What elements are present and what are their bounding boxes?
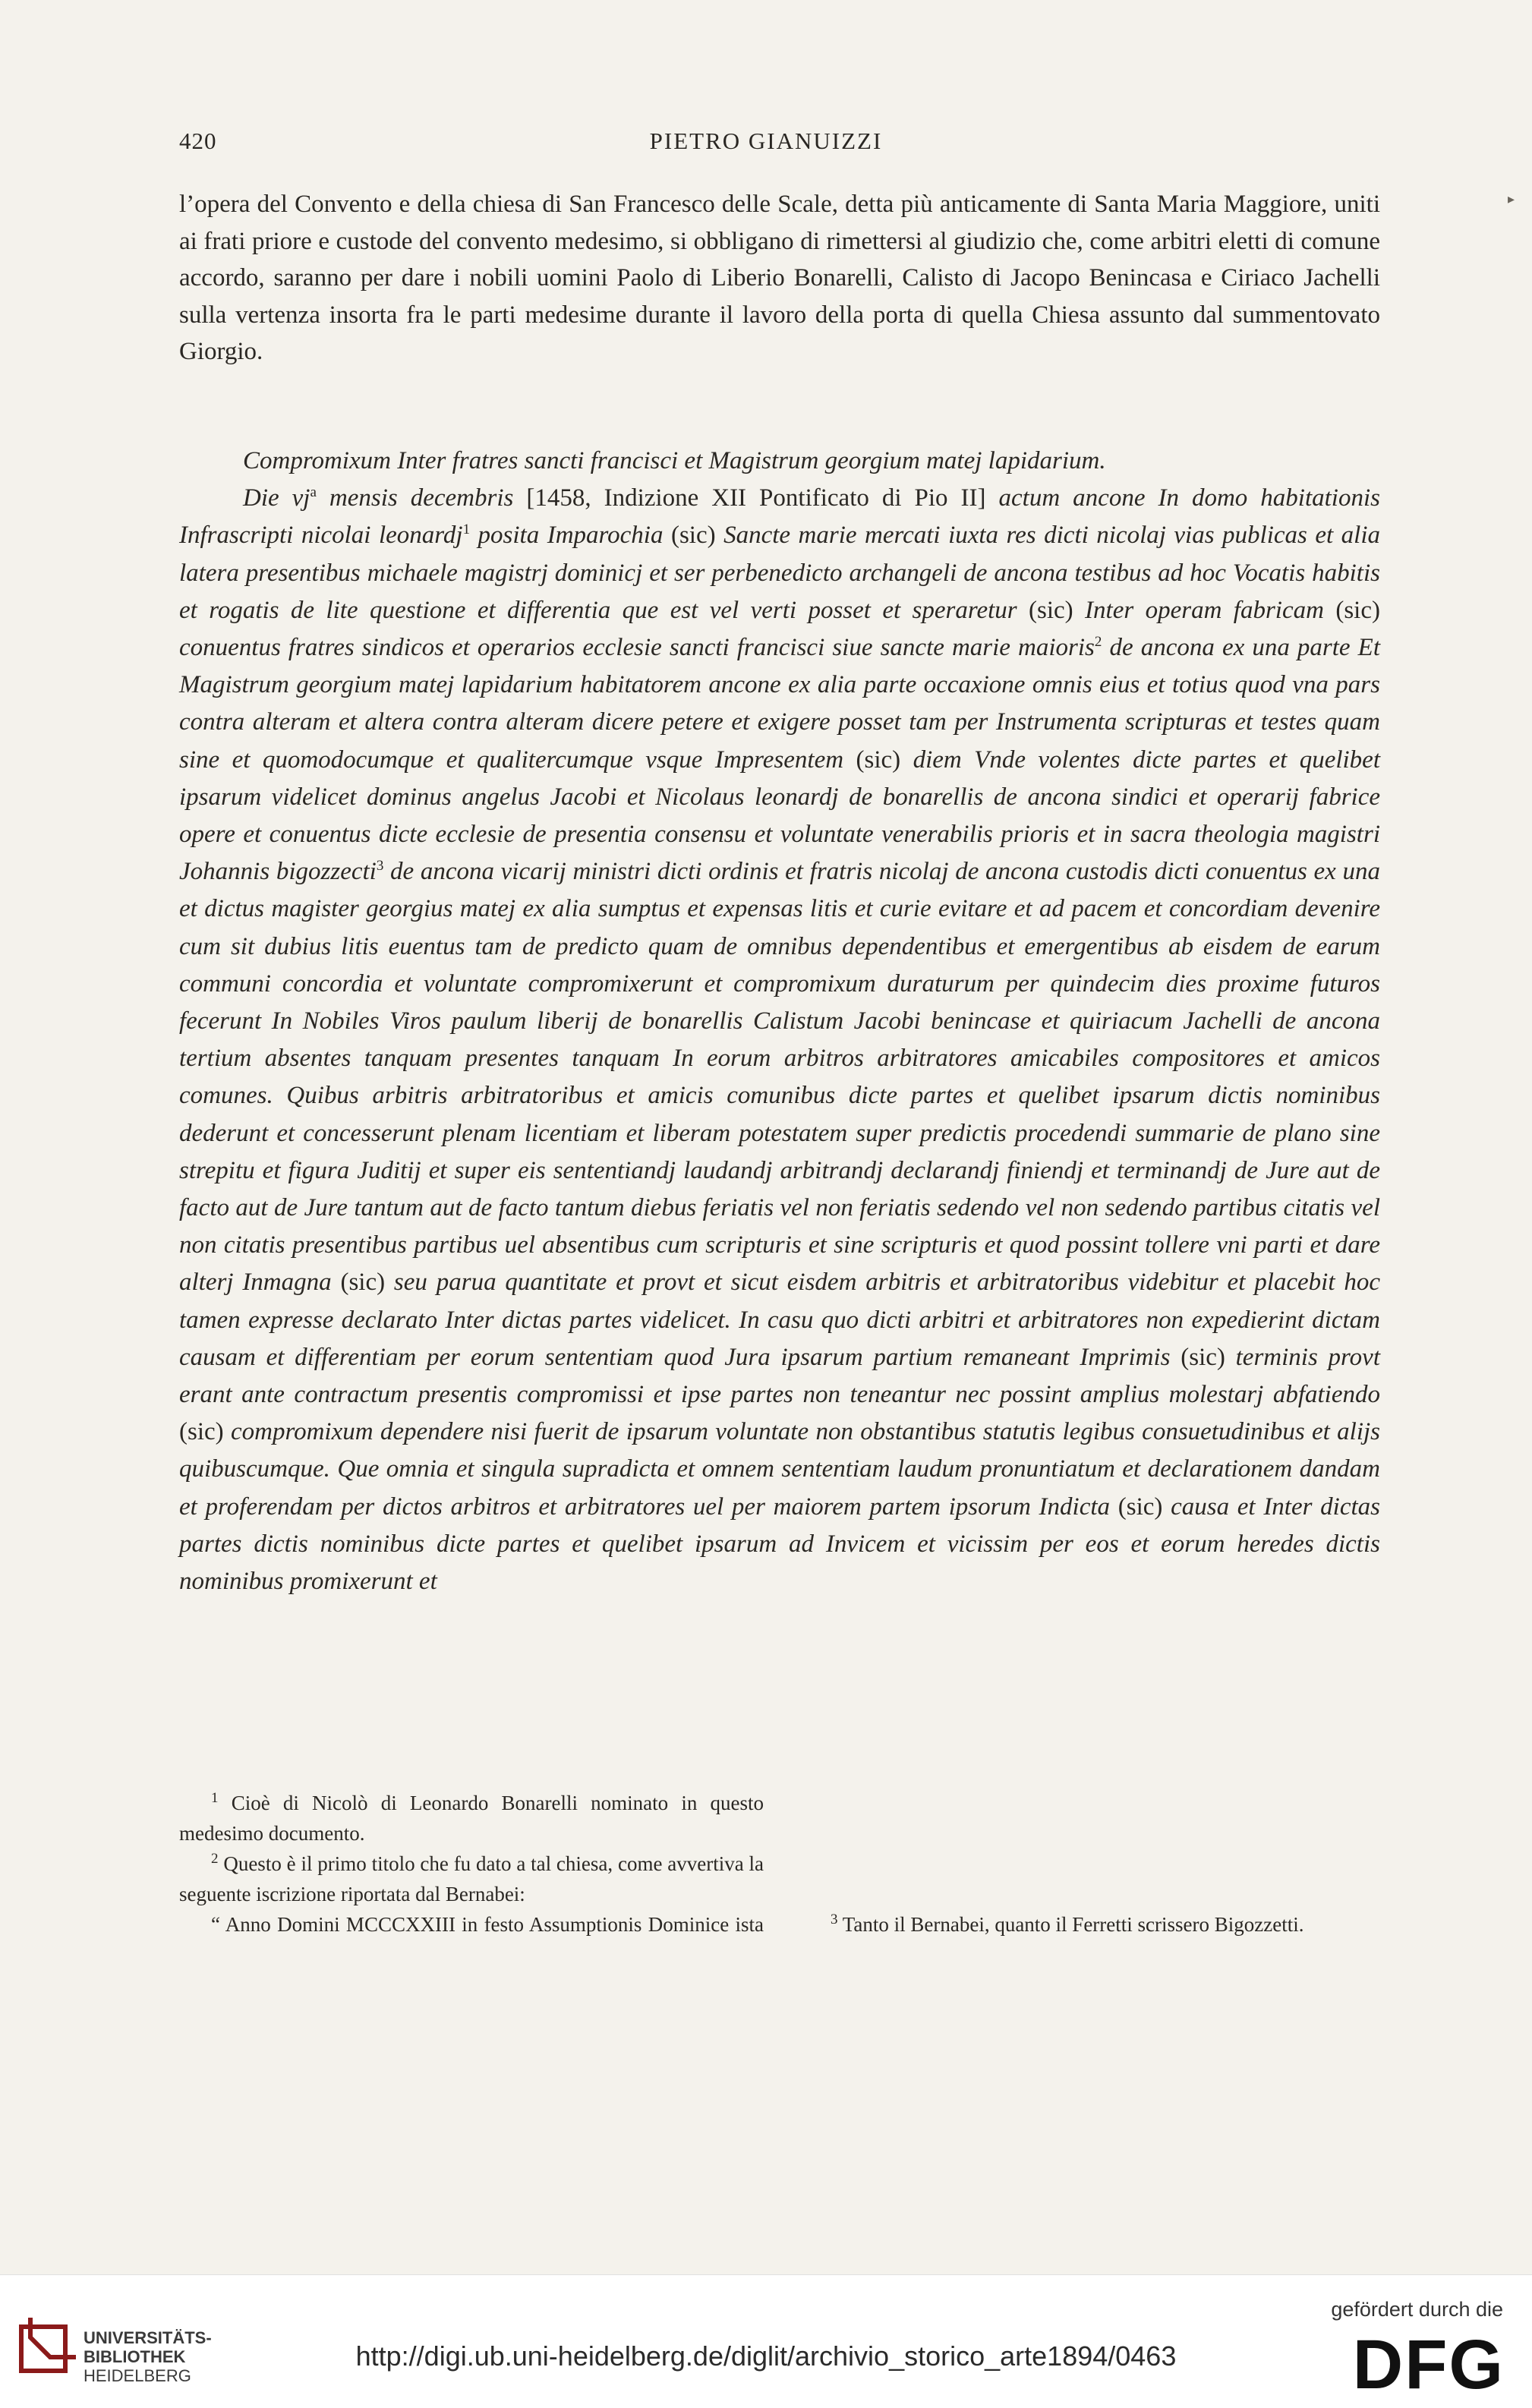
latin-document [179, 443, 1380, 1600]
source-url-link[interactable]: http://digi.ub.uni-heidelberg.de/diglit/archivio_storico_arte1894/0463 [355, 2340, 1177, 2372]
footnotes-left [179, 1788, 764, 1940]
footnote-ref-2[interactable]: 2 [1094, 634, 1102, 651]
document-title: Compromixum Inter fratres sancti francisci et Magistrum georgium matej lapidarium. [243, 447, 1106, 474]
margin-mark: ▸ [1508, 191, 1515, 206]
document-body: Die $vj^a$ mensis decembris [1458, Indizione XII Pontificato di Pio II] actum ancone In domo habitationis Infrascripti nicolai leonardj$^1$ posita Imparochia (sic) Sancte marie mercati iuxta res dicti nicolaj vias publicas et alia latera presentibus michaele magistrj dominicj et ser perbenedicto archangeli de ancona testibus ad hoc Vocatis habitis et rogatis de lite questione et differentia que est vel verti posset et speraretur (sic) Inter operam fabricam (sic) conuentus fratres sindicos et operarios ecclesie sancti francisci siue sancte marie maioris$^2$ de ancona ex una parte Et Magistrum georgium matej lapidarium habitatorem ancone ex alia parte occaxione omnis eius et totius quod vna pars contra alteram et altera contra alteram dicere petere et exigere posset tam per Instrumenta scripturas et testes quam sine et quomodocumque et qualitercumque vsque Impresentem (sic) diem Vnde volentes dicte partes et quelibet ipsarum videlicet dominus angelus Jacobi et Nicolaus leonardj de bonarellis de ancona sindici et operarij fabrice opere et conuentus dicte ecclesie de presentia consensu et voluntate venerabilis prioris et in sacra theologia magistri Johannis bigozzecti$^3$ de ancona vicarij ministri dicti ordinis et fratris nicolaj de ancona custodis dicti conuentus ex una et dictus magister georgius matej ex alia sumptus et expensas litis et curie evitare et ad pacem et concordiam devenire cum sit dubius litis euentus tam de predicto quam de omnibus dependentibus et emergentibus ab eisdem de earum communi concordia et voluntate compromixerunt et compromixum duraturum per quindecim dies proxime futuros fecerunt In Nobiles Viros paulum liberij de bonarellis Calistum Jacobi benincase et quiriacum Jachelli de ancona tertium absentes tanquam presentes tanquam In eorum arbitros arbitratores amicabiles compositores et amicos comunes. Quibus arbitris arbitratoribus et amicis comunibus dicte partes et quelibet ipsarum dictis nominibus dederunt et concesserunt plenam licentiam et liberam potestatem super predictis procedendi summarie de plano sine strepitu et figura Juditij et super eis sententiandj laudandj arbitrandj declarandj finiendj et terminandj de Jure aut de facto aut de Jure tantum aut de facto tantum diebus feriatis vel non feriatis sedendo vel non sedendo partibus citatis vel non citatis presentibus partibus uel absentibus cum scripturis et sine scripturis et quod possint tollere vni parti et dare alterj Inmagna (sic) seu parua quantitate et provt et sicut eisdem arbitris et arbitratoribus videbitur et placebit hoc tamen expresse declarato Inter dictas partes videlicet. In casu quo dicti arbitri et arbitratores non expedierint dictam causam et differentiam per eorum sententiam quod Jura ipsarum partium remaneant Imprimis (sic) terminis provt erant ante contractum presentis compromissi et ipse partes non teneantur nec possint amplius molestarj abfatiendo (sic) compromixum dependere nisi fuerit de ipsarum voluntate non obstantibus statutis legibus consuetudinibus et alijs quibuscumque. Que omnia et singula supradicta et omnem sententiam laudum pronuntiatum et declarationem dandam et proferendam per dictos arbitros et arbitratores uel per maiorem partem ipsorum Indicta (sic) causa et Inter dictas partes dictis nominibus dicte partes et quelibet ipsarum ad Invicem et vicissim per eos et eorum heredes dictis nominibus promixerunt et [179, 484, 1381, 1596]
footnote-1: $^1$ Cioè di Nicolò di Leonardo Bonarelli nominato in questo medesimo documento. [179, 1790, 764, 1845]
page-number: 420 [179, 128, 217, 154]
dfg-logo: DFG [1352, 2326, 1505, 2403]
page-header [0, 128, 1532, 173]
funded-by-label: gefördert durch die [1331, 2298, 1503, 2321]
intro-paragraph: l’opera del Convento e della chiesa di San Francesco delle Scale, detta più anticamente di Santa Maria Maggiore, uniti ai frati priore e custode del convento medesimo, si obbligano di rimettersi al giudizio che, come arbitri eletti di comune accordo, saranno per dare i nobili uomini Paolo di Liberio Bonarelli, Calisto di Jacopo Benincasa e Ciriaco Jachelli sulla vertenza insorta fra le parti medesime durante il lavoro della porta di quella Chiesa assunto dal summentovato Giorgio. [179, 191, 1380, 365]
footnote-3: $^3$ Tanto il Bernabei, quanto il Ferretti scrissero Bigozzetti. [831, 1912, 1304, 1936]
footnote-2-quote-cont [799, 1788, 1383, 1909]
footnote-ref-1[interactable]: 1 [462, 522, 471, 538]
footnotes-right [799, 1788, 1383, 1940]
footnote-2-quote: “ Anno Domini MCCCXXIII in festo Assumptionis Dominice ista [211, 1913, 764, 1936]
footnote-ref-3[interactable]: 3 [376, 858, 384, 875]
running-title: PIETRO GIANUIZZI [649, 128, 883, 154]
library-name: UNIVERSITÄTS- BIBLIOTHEK HEIDELBERG [84, 2328, 212, 2385]
footer-bar [0, 2274, 1532, 2408]
footnote-2: $^2$ Questo è il primo titolo che fu dato a tal chiesa, come avvertiva la seguente iscrizione riportata dal Bernabei: [179, 1851, 764, 1905]
